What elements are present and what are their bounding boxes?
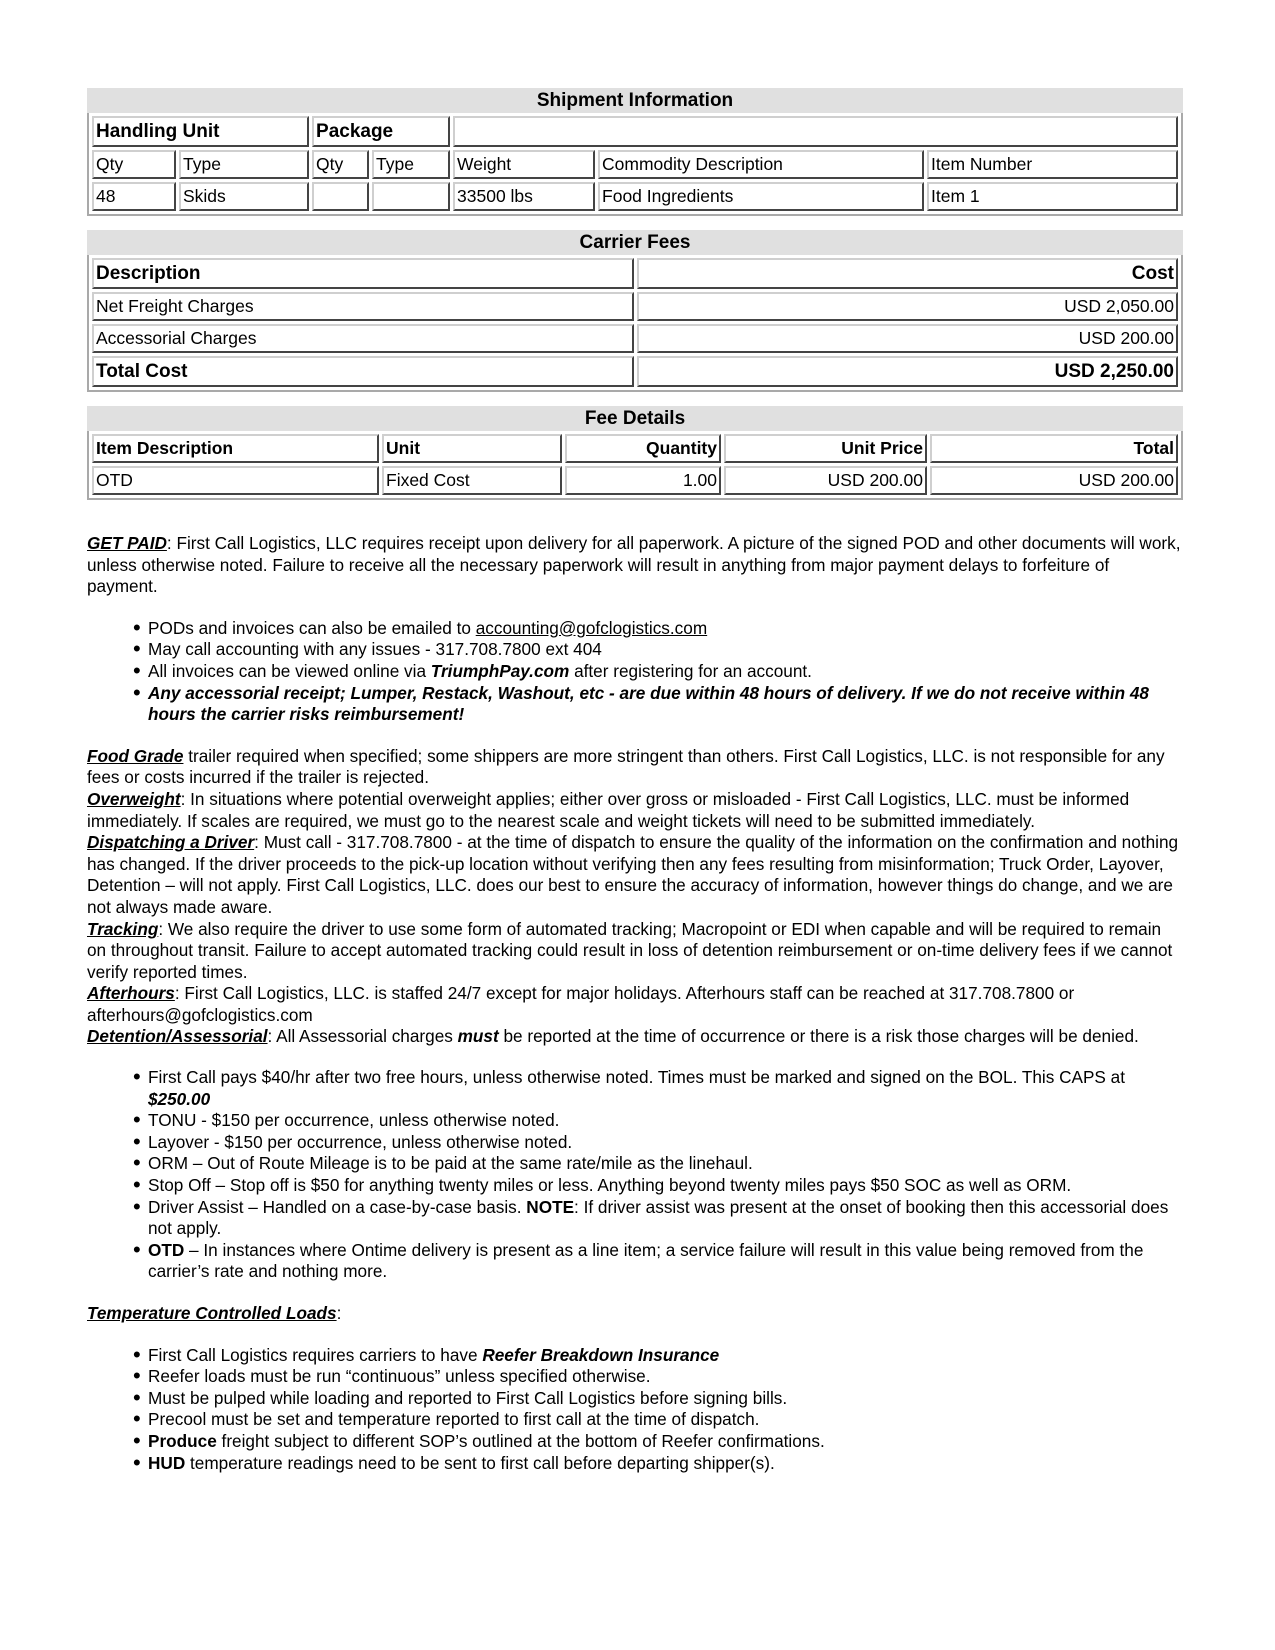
detention-bullets [87,1067,1183,1283]
handling-unit-header: Handling Unit [92,116,309,147]
col-hu-type: Type [179,150,309,179]
bullet-text: Precool must be set and temperature reported to first call at the time of dispatch. [148,1409,760,1430]
terms-section [87,500,1183,1474]
fee-details-title: Fee Details [87,406,1183,431]
cell-item-number: Item 1 [927,182,1178,211]
cell-weight: 33500 lbs [453,182,595,211]
fee-cost: USD 2,050.00 [637,292,1179,321]
afterhours-paragraph [87,983,1183,1026]
cell-quantity: 1.00 [565,466,721,495]
bullet-text: All invoices can be viewed online via [148,660,431,681]
get-paid-text: : First Call Logistics, LLC requires receipt upon delivery for all paperwork. A picture of the signed POD and other documents will work, unless otherwise noted. Failure to receive all the necessary paperwork will result in anything from major payment delays to forfeiture of payment. [87,533,1181,597]
temperature-heading [87,1303,1183,1325]
shipment-info-title: Shipment Information [87,88,1183,113]
food-grade-text: trailer required when specified; some shippers are more stringent than others. First Call Logistics, LLC. is not responsible for any fees or costs incurred if the trailer is rejected. [87,745,1165,788]
fee-description: Net Freight Charges [92,292,634,321]
list-item [148,1110,1183,1132]
detention-label: Detention/Assessorial [87,1026,268,1047]
dispatching-label: Dispatching a Driver [87,832,255,853]
list-item [148,1153,1183,1175]
table-row [92,466,1178,495]
bullet-text: : If driver assist was present at the onset of booking then this accessorial does not apply. [148,1196,1169,1239]
col-cost: Cost [637,258,1179,289]
cell-item-description: OTD [92,466,379,495]
carrier-fees-header-row [92,258,1178,289]
col-hu-qty: Qty [92,150,176,179]
bullet-text: freight subject to different SOP’s outlined at the bottom of Reefer confirmations. [216,1430,825,1451]
list-item [148,661,1183,683]
package-header: Package [312,116,450,147]
get-paid-label: GET PAID [87,533,167,553]
bullet-text: – In instances where Ontime delivery is present as a line item; a service failure will result in this value being removed from the carrier’s rate and nothing more. [148,1239,1144,1282]
col-pkg-type: Type [372,150,450,179]
bullet-text: Driver Assist – Handled on a case-by-case basis. [148,1196,527,1217]
note-label: NOTE [526,1196,575,1217]
list-item [148,1345,1183,1367]
fee-description: Accessorial Charges [92,324,634,353]
list-item [148,1409,1183,1431]
carrier-fees-title: Carrier Fees [87,230,1183,255]
bullet-text: Must be pulped while loading and reported to First Call Logistics before signing bills. [148,1387,788,1408]
overweight-text: : In situations where potential overweight applies; either over gross or misloaded - First Call Logistics, LLC. must be informed immediately. If scales are required, we must go to the nearest scale and weight tickets will need to be submitted immediately. [87,788,1130,831]
bullet-text: First Call pays $40/hr after two free hours, unless otherwise noted. Times must be marked and signed on the BOL. This CAPS at [148,1067,1125,1088]
cell-unit-price: USD 200.00 [724,466,927,495]
shipment-column-header-row [92,150,1178,179]
tracking-paragraph [87,919,1183,984]
temperature-bullets [87,1345,1183,1475]
cell-pkg-qty [312,182,369,211]
overweight-label: Overweight [87,788,181,809]
produce-label: Produce [148,1430,217,1451]
col-item-description: Item Description [92,434,379,463]
bullet-text: temperature readings need to be sent to first call before departing shipper(s). [185,1452,775,1473]
accessorial-receipt-warning: Any accessorial receipt; Lumper, Restack, Washout, etc - are due within 48 hours of delivery. If we do not receive within 48 hours the carrier risks reimbursement! [148,682,1149,725]
list-item [148,1453,1183,1475]
hud-label: HUD [148,1452,186,1473]
bullet-text: PODs and invoices can also be emailed to [148,617,476,638]
col-unit-price: Unit Price [724,434,927,463]
list-item [148,1388,1183,1410]
list-item [148,1175,1183,1197]
list-item [148,1240,1183,1283]
afterhours-text: : First Call Logistics, LLC. is staffed 24/7 except for major holidays. Afterhours staff can be reached at 317.708.7800 or afterhours@gofclogistics.com [87,983,1075,1025]
list-item [148,1431,1183,1453]
fee-details-header-row [92,434,1178,463]
temperature-label: Temperature Controlled Loads [87,1303,337,1323]
dispatching-text: : Must call - 317.708.7800 - at the time of dispatch to ensure the quality of the information on the confirmation and nothing has changed. If the driver proceeds to the pick-up location without verifying then any fees resulting from misinformation; Truck Order, Layover, Detention – will not apply. First Call Logistics, LLC. does our best to ensure the accuracy of information, however things do change, and we are not always made aware. [87,832,1179,917]
triumphpay-link-text: TriumphPay.com [430,660,570,681]
get-paid-bullets [87,618,1183,726]
otd-label: OTD [148,1239,185,1260]
bullet-text: Stop Off – Stop off is $50 for anything twenty miles or less. Anything beyond twenty miles pays $50 SOC as well as ORM. [148,1175,1072,1196]
afterhours-label: Afterhours [87,983,175,1004]
col-commodity: Commodity Description [598,150,924,179]
list-item [148,1067,1183,1110]
cell-unit: Fixed Cost [382,466,562,495]
bullet-text: TONU - $150 per occurrence, unless otherwise noted. [148,1110,560,1131]
detention-paragraph [87,1026,1183,1048]
accounting-email-link[interactable]: accounting@gofclogistics.com [475,617,708,638]
total-cost-row [92,356,1178,387]
empty-group-header [453,116,1178,147]
col-unit: Unit [382,434,562,463]
bullet-text: First Call Logistics requires carriers to have [148,1344,483,1365]
list-item [148,618,1183,640]
cell-pkg-type [372,182,450,211]
list-item [148,1366,1183,1388]
carrier-fees-table [87,255,1183,392]
cell-commodity: Food Ingredients [598,182,924,211]
bullet-text: May call accounting with any issues - 317.708.7800 ext 404 [148,639,602,660]
bullet-text: Reefer loads must be run “continuous” unless specified otherwise. [148,1366,651,1387]
cell-total: USD 200.00 [930,466,1178,495]
dispatching-paragraph [87,832,1183,918]
list-item [148,683,1183,726]
overweight-paragraph [87,789,1183,832]
temperature-colon: : [336,1303,342,1323]
detention-text: be reported at the time of occurrence or there is a risk those charges will be denied. [498,1026,1139,1047]
detention-cap-amount: $250.00 [148,1088,211,1109]
food-grade-paragraph [87,746,1183,789]
col-description: Description [92,258,634,289]
list-item [148,639,1183,661]
col-pkg-qty: Qty [312,150,369,179]
bullet-text: ORM – Out of Route Mileage is to be paid at the same rate/mile as the linehaul. [148,1153,753,1174]
col-total: Total [930,434,1178,463]
must-emphasis: must [457,1026,499,1047]
tracking-label: Tracking [87,918,159,939]
food-grade-label: Food Grade [87,745,184,766]
shipment-table [87,113,1183,216]
cell-hu-type: Skids [179,182,309,211]
reefer-insurance-emphasis: Reefer Breakdown Insurance [482,1344,720,1365]
list-item [148,1197,1183,1240]
tracking-text: : We also require the driver to use some form of automated tracking; Macropoint or EDI when capable and will be required to remain on throughout transit. Failure to accept automated tracking could result in loss of detention reimbursement or on-time delivery fees if we cannot verify reported times. [87,918,1173,982]
fee-cost: USD 200.00 [637,324,1179,353]
cell-hu-qty: 48 [92,182,176,211]
bullet-text: after registering for an account. [569,660,812,681]
col-quantity: Quantity [565,434,721,463]
total-cost-label: Total Cost [92,356,634,387]
table-row [92,182,1178,211]
total-cost-value: USD 2,250.00 [637,356,1179,387]
detention-text: : All Assessorial charges [267,1026,458,1047]
get-paid-paragraph [87,533,1183,598]
table-row [92,292,1178,321]
col-item-number: Item Number [927,150,1178,179]
table-row [92,324,1178,353]
confirmation-page [87,88,1183,1474]
list-item [148,1132,1183,1154]
shipment-group-header-row [92,116,1178,147]
bullet-text: Layover - $150 per occurrence, unless otherwise noted. [148,1131,573,1152]
fee-details-table [87,431,1183,500]
col-weight: Weight [453,150,595,179]
